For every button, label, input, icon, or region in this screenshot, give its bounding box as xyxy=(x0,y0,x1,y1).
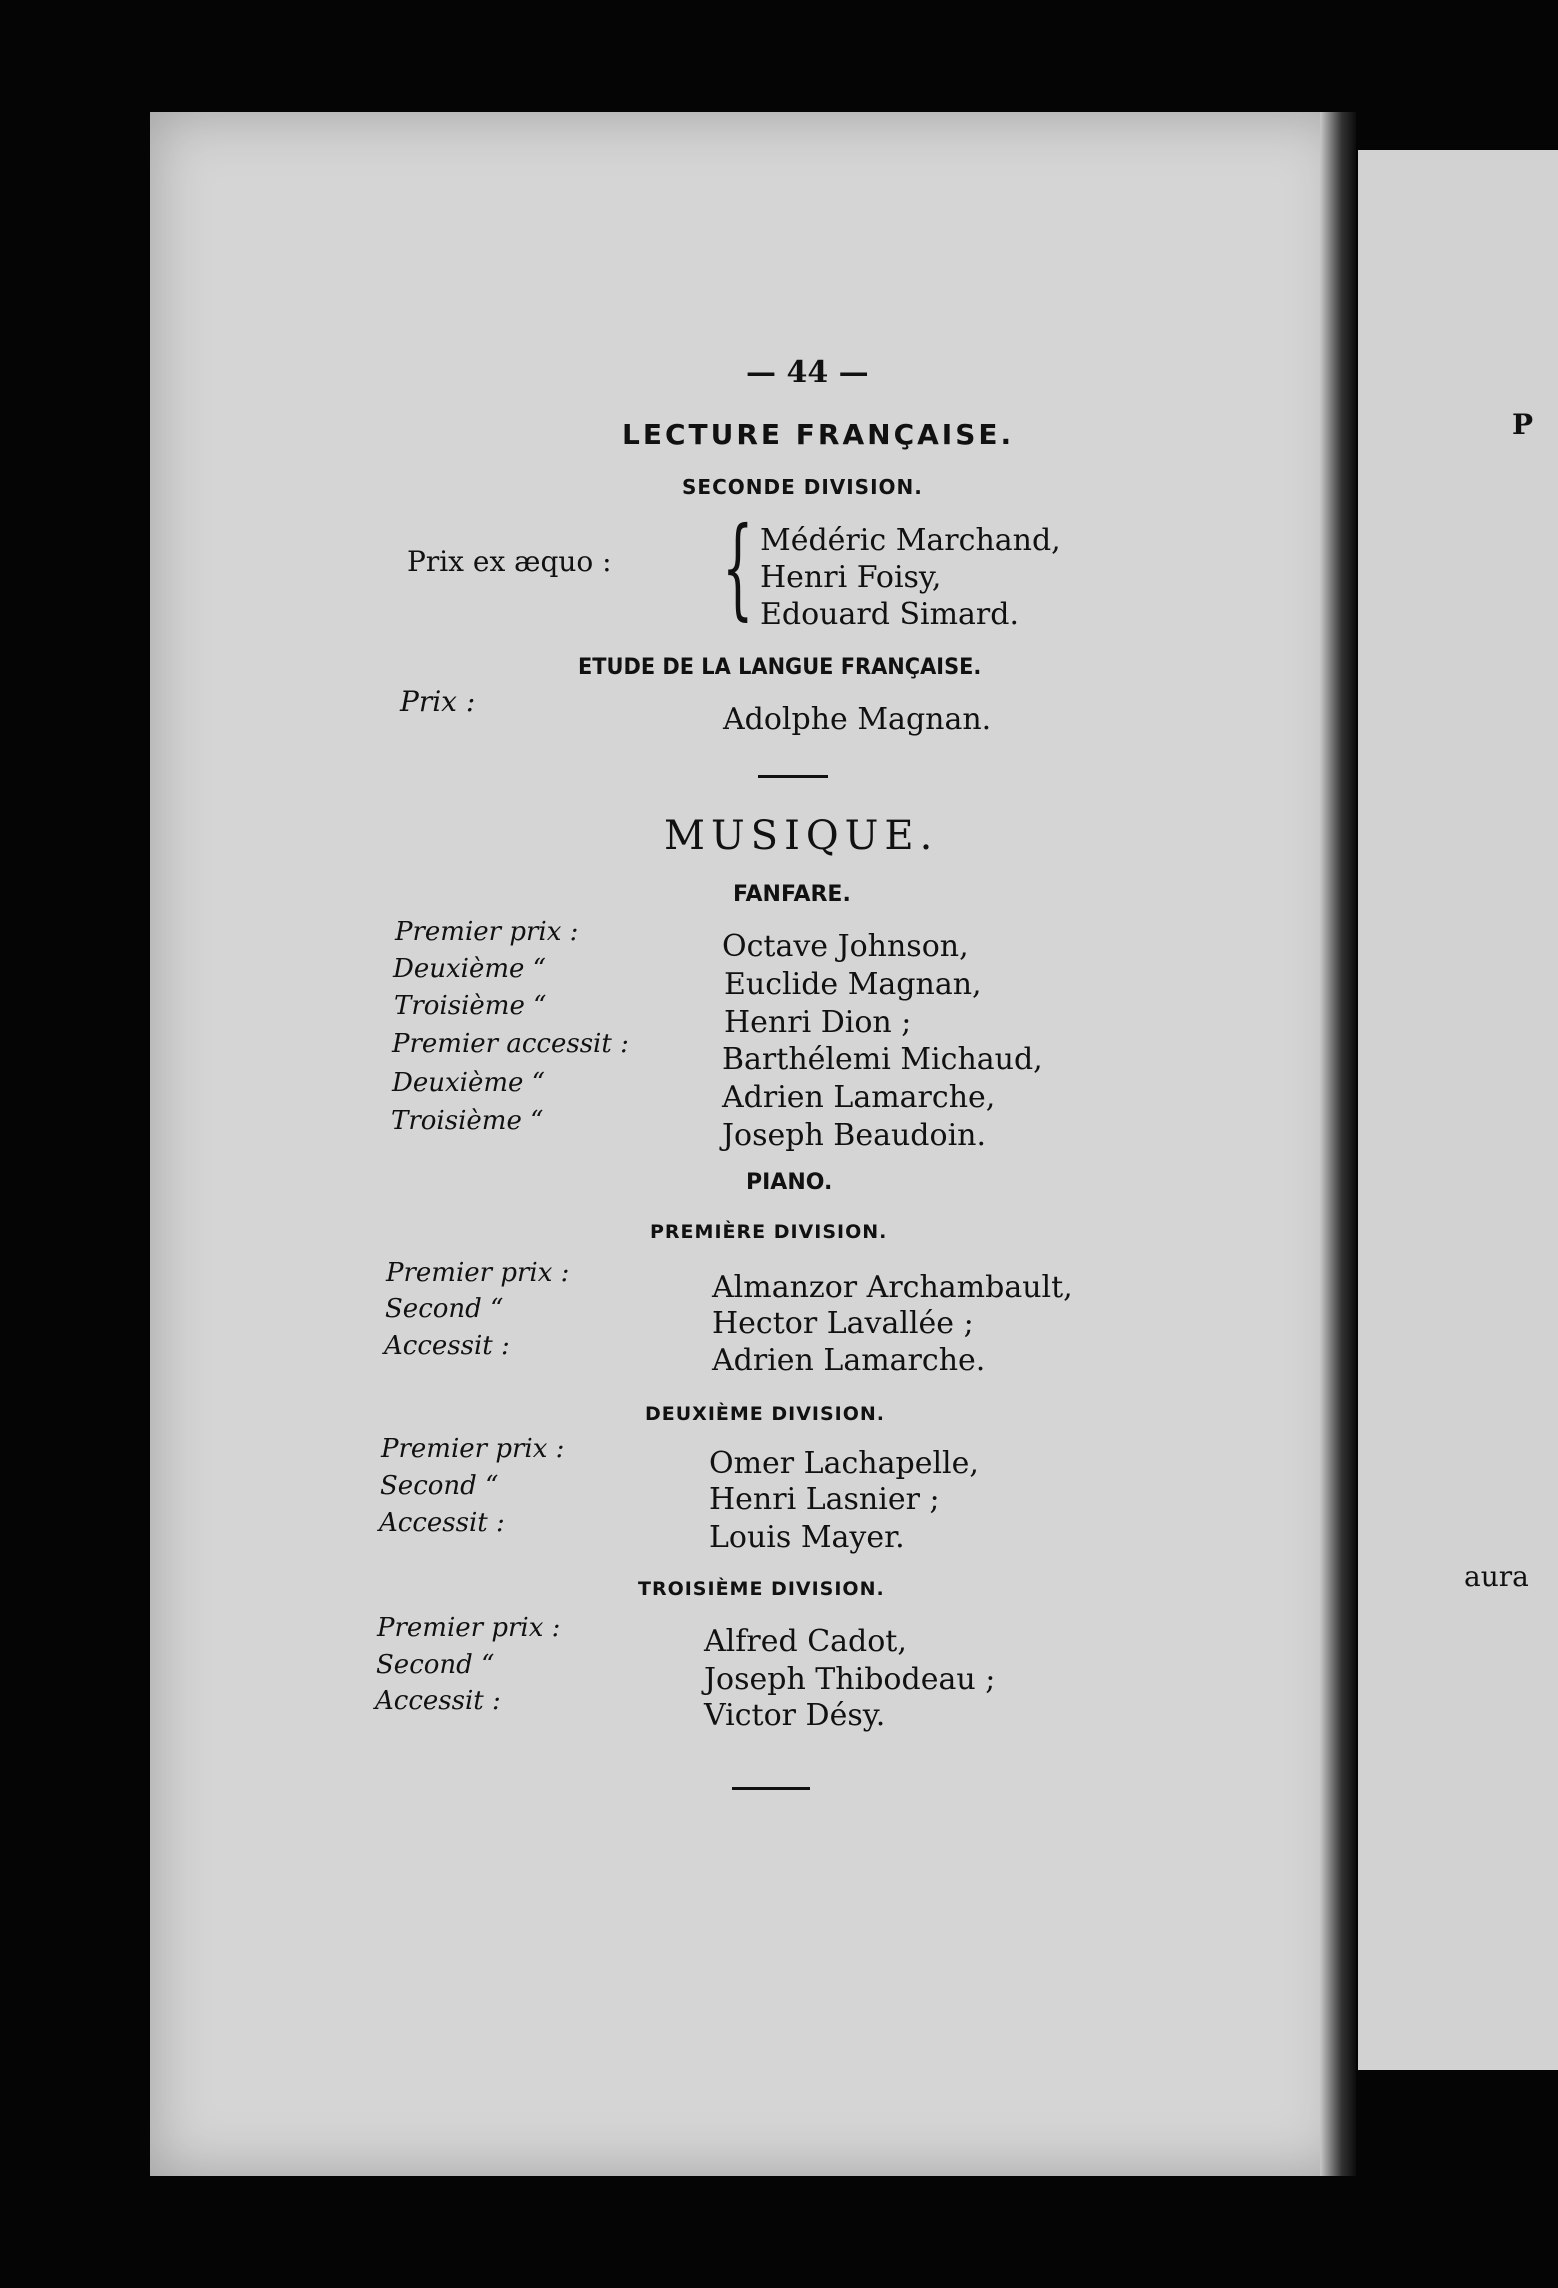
division-title: PREMIÈRE DIVISION. xyxy=(650,1221,888,1243)
winner-name: Henri Lasnier ; xyxy=(709,1482,940,1517)
winner-name: Henri Foisy, xyxy=(760,560,942,595)
subsection-title-fanfare: FANFARE. xyxy=(733,882,851,907)
facing-page-fragment: P xyxy=(1512,408,1534,441)
winner-name: Barthélemi Michaud, xyxy=(722,1042,1043,1077)
prize-label: Deuxième “ xyxy=(392,1068,545,1098)
winner-name: Octave Johnson, xyxy=(722,929,969,964)
winner-name: Adrien Lamarche. xyxy=(712,1343,986,1378)
winner-name: Victor Désy. xyxy=(704,1698,886,1733)
winner-name: Hector Lavallée ; xyxy=(712,1306,974,1341)
prize-label: Second “ xyxy=(380,1471,499,1501)
prize-label: Deuxième “ xyxy=(393,954,546,984)
divider xyxy=(758,775,828,778)
book-gutter xyxy=(1320,112,1356,2176)
facing-page-fragment: aura xyxy=(1464,1560,1529,1593)
division-title: TROISIÈME DIVISION. xyxy=(638,1578,885,1600)
prize-label: Second “ xyxy=(376,1650,495,1680)
winner-name: Joseph Beaudoin. xyxy=(722,1118,987,1153)
winner-name: Joseph Thibodeau ; xyxy=(704,1662,996,1697)
page-number: — 44 — xyxy=(746,355,869,390)
winner-name: Adolphe Magnan. xyxy=(723,702,992,737)
winner-name: Euclide Magnan, xyxy=(724,967,982,1002)
prize-label: Premier prix : xyxy=(386,1258,570,1288)
divider xyxy=(732,1787,810,1790)
prize-label: Prix ex æquo : xyxy=(407,545,612,578)
prize-label: Troisième “ xyxy=(391,1106,544,1136)
prize-label: Premier prix : xyxy=(381,1434,565,1464)
section-title-musique: MUSIQUE. xyxy=(664,813,939,859)
brace: { xyxy=(722,503,754,631)
prize-label: Premier prix : xyxy=(377,1613,561,1643)
division-title: SECONDE DIVISION. xyxy=(682,475,923,499)
section-title-etude: ETUDE DE LA LANGUE FRANÇAISE. xyxy=(578,655,982,680)
division-title: DEUXIÈME DIVISION. xyxy=(645,1403,886,1425)
winner-name: Louis Mayer. xyxy=(709,1520,905,1555)
prize-label: Prix : xyxy=(400,685,476,718)
winner-name: Almanzor Archambault, xyxy=(712,1270,1073,1305)
prize-label: Second “ xyxy=(385,1294,504,1324)
prize-label: Premier prix : xyxy=(395,917,579,947)
prize-label: Accessit : xyxy=(375,1686,501,1716)
prize-label: Accessit : xyxy=(379,1508,505,1538)
winner-name: Adrien Lamarche, xyxy=(722,1080,996,1115)
subsection-title-piano: PIANO. xyxy=(746,1170,833,1195)
prize-label: Troisième “ xyxy=(394,991,547,1021)
winner-name: Médéric Marchand, xyxy=(760,523,1061,558)
section-title-lecture: LECTURE FRANÇAISE. xyxy=(622,418,1015,451)
winner-name: Edouard Simard. xyxy=(760,597,1020,632)
winner-name: Alfred Cadot, xyxy=(704,1624,907,1659)
winner-name: Henri Dion ; xyxy=(724,1005,912,1040)
winner-name: Omer Lachapelle, xyxy=(709,1446,979,1481)
prize-label: Accessit : xyxy=(384,1331,510,1361)
prize-label: Premier accessit : xyxy=(392,1029,629,1059)
